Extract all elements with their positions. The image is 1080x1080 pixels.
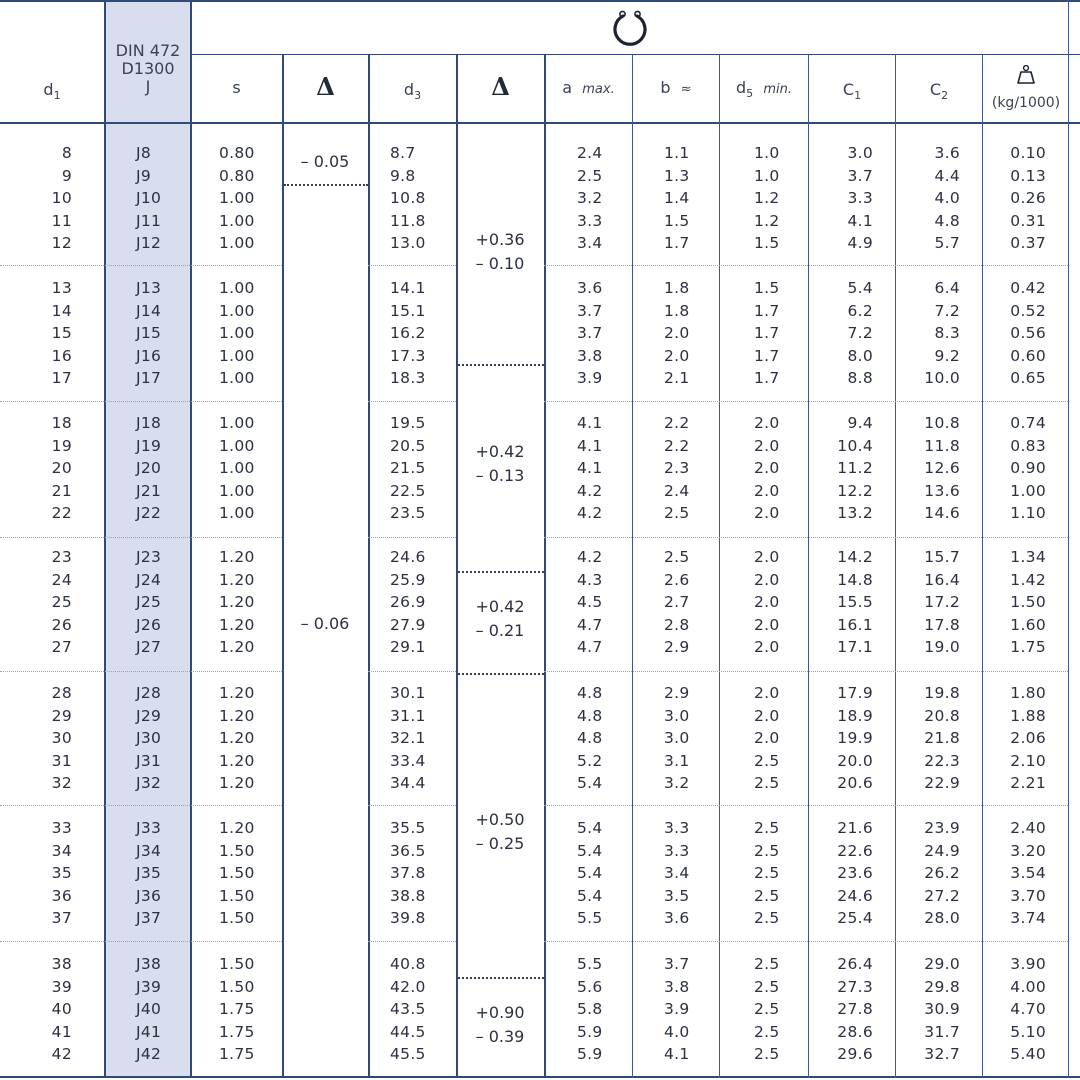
- code-values: J33 J34 J35 J36 J37: [136, 819, 162, 927]
- header-standard-line3: J: [145, 77, 151, 96]
- col-line-4: [368, 54, 370, 1078]
- bottom-border: [0, 1076, 1080, 1078]
- tol-s-1: – 0.05: [300, 152, 350, 171]
- s-values: 1.00 1.00 1.00 1.00 1.00: [219, 414, 255, 522]
- d5-values: 2.5 2.5 2.5 2.5 2.5: [754, 819, 780, 927]
- d1-values: 18 19 20 21 22: [51, 414, 72, 522]
- b-values: 3.7 3.8 3.9 4.0 4.1: [664, 955, 690, 1063]
- d5-values: 2.5 2.5 2.5 2.5 2.5: [754, 955, 780, 1063]
- d1-values: 33 34 35 36 37: [51, 819, 72, 927]
- code-values: J8 J9 J10 J11 J12: [136, 144, 162, 252]
- col-line-12: [1068, 0, 1069, 1078]
- header-c1: $C_1$: [842, 80, 862, 103]
- top-border: [0, 0, 1080, 2]
- group-sep-6c: [544, 941, 1068, 942]
- code-values: J13 J14 J15 J16 J17: [136, 279, 162, 387]
- group-sep-5c: [544, 805, 1068, 806]
- code-values: J18 J19 J20 J21 J22: [136, 414, 162, 522]
- d5-values: 2.0 2.0 2.0 2.5 2.5: [754, 684, 780, 792]
- weight-values: 1.34 1.42 1.50 1.60 1.75: [1010, 548, 1046, 656]
- weight-values: 0.74 0.83 0.90 1.00 1.10: [1010, 414, 1046, 522]
- d5-values: 1.0 1.0 1.2 1.2 1.5: [754, 144, 780, 252]
- tol-d3-sep-2: [458, 571, 544, 573]
- header-s: s: [232, 78, 241, 97]
- col-line-5: [456, 54, 458, 1078]
- group-sep-2c: [544, 401, 1068, 402]
- col-line-10: [895, 54, 896, 1078]
- col-line-7: [632, 54, 633, 1078]
- a-values: 3.6 3.7 3.7 3.8 3.9: [577, 279, 603, 387]
- tol-d3-1: +0.36 – 0.10: [475, 230, 525, 273]
- s-values: 1.20 1.50 1.50 1.50 1.50: [219, 819, 255, 927]
- group-sep-5a: [0, 805, 282, 806]
- d5-values: 2.0 2.0 2.0 2.0 2.0: [754, 548, 780, 656]
- d1-values: 13 14 15 16 17: [51, 279, 72, 387]
- c1-values: 14.2 14.8 15.5 16.1 17.1: [837, 548, 873, 656]
- group-sep-3a: [0, 537, 282, 538]
- header-weight-unit: (kg/1000): [991, 95, 1061, 111]
- header-c2: $C_2$: [929, 80, 949, 103]
- col-line-9: [808, 54, 809, 1078]
- c2-values: 3.6 4.4 4.0 4.8 5.7: [934, 144, 960, 252]
- header-delta-s: Δ: [316, 72, 335, 101]
- col-line-2: [190, 0, 192, 1078]
- b-values: 1.1 1.3 1.4 1.5 1.7: [664, 144, 690, 252]
- c1-values: 3.0 3.7 3.3 4.1 4.9: [847, 144, 873, 252]
- group-sep-2a: [0, 401, 282, 402]
- a-values: 4.1 4.1 4.1 4.2 4.2: [577, 414, 603, 522]
- s-values: 1.00 1.00 1.00 1.00 1.00: [219, 279, 255, 387]
- tol-d3-sep-4: [458, 977, 544, 979]
- d3-values: 24.6 25.9 26.9 27.9 29.1: [390, 548, 426, 656]
- group-sep-6b: [368, 941, 456, 942]
- weight-values: 2.40 3.20 3.54 3.70 3.74: [1010, 819, 1046, 927]
- c1-values: 5.4 6.2 7.2 8.0 8.8: [847, 279, 873, 387]
- weight-values: 1.80 1.88 2.06 2.10 2.21: [1010, 684, 1046, 792]
- d5-values: 2.0 2.0 2.0 2.0 2.0: [754, 414, 780, 522]
- group-sep-2b: [368, 401, 456, 402]
- group-sep-3c: [544, 537, 1068, 538]
- d3-values: 35.5 36.5 37.8 38.8 39.8: [390, 819, 426, 927]
- c1-values: 9.4 10.4 11.2 12.2 13.2: [837, 414, 873, 522]
- col-line-8: [719, 54, 720, 1078]
- d1-values: 23 24 25 26 27: [51, 548, 72, 656]
- d3-values: 19.5 20.5 21.5 22.5 23.5: [390, 414, 426, 522]
- code-values: J38 J39 J40 J41 J42: [136, 955, 162, 1063]
- weight-values: 3.90 4.00 4.70 5.10 5.40: [1010, 955, 1046, 1063]
- header-d3: $d_3$: [403, 80, 422, 103]
- header-a: a max.: [562, 78, 615, 97]
- col-line-11: [982, 54, 983, 1078]
- d5-values: 1.5 1.7 1.7 1.7 1.7: [754, 279, 780, 387]
- group-sep-1c: [544, 265, 1068, 266]
- tol-d3-3: +0.42 – 0.21: [475, 597, 525, 640]
- header-d5: $d_5$ min.: [736, 78, 792, 101]
- c2-values: 6.4 7.2 8.3 9.2 10.0: [924, 279, 960, 387]
- col-line-6: [544, 54, 546, 1078]
- header-b: b ≈: [660, 78, 692, 97]
- d3-values: 8.7 9.8 10.8 11.8 13.0: [390, 144, 426, 252]
- code-values: J28 J29 J30 J31 J32: [136, 684, 162, 792]
- d3-values: 30.1 31.1 32.1 33.4 34.4: [390, 684, 426, 792]
- a-values: 5.5 5.6 5.8 5.9 5.9: [577, 955, 603, 1063]
- c2-values: 29.0 29.8 30.9 31.7 32.7: [924, 955, 960, 1063]
- a-values: 4.2 4.3 4.5 4.7 4.7: [577, 548, 603, 656]
- tol-s-2: – 0.06: [300, 614, 350, 633]
- group-sep-6a: [0, 941, 282, 942]
- header-divider: [191, 54, 1080, 55]
- group-sep-4b: [368, 671, 456, 672]
- circlip-ring-icon: [611, 8, 649, 46]
- header-standard-line1: DIN 472: [115, 41, 181, 60]
- weight-values: 0.10 0.13 0.26 0.31 0.37: [1010, 144, 1046, 252]
- d3-values: 40.8 42.0 43.5 44.5 45.5: [390, 955, 426, 1063]
- a-values: 5.4 5.4 5.4 5.4 5.5: [577, 819, 603, 927]
- b-values: 2.9 3.0 3.0 3.1 3.2: [664, 684, 690, 792]
- group-sep-4a: [0, 671, 282, 672]
- s-values: 0.80 0.80 1.00 1.00 1.00: [219, 144, 255, 252]
- group-sep-1b: [368, 265, 456, 266]
- d1-values: 28 29 30 31 32: [51, 684, 72, 792]
- group-sep-3b: [368, 537, 456, 538]
- code-values: J23 J24 J25 J26 J27: [136, 548, 162, 656]
- s-values: 1.20 1.20 1.20 1.20 1.20: [219, 548, 255, 656]
- group-sep-4c: [544, 671, 1068, 672]
- s-values: 1.20 1.20 1.20 1.20 1.20: [219, 684, 255, 792]
- weight-values: 0.42 0.52 0.56 0.60 0.65: [1010, 279, 1046, 387]
- c2-values: 19.8 20.8 21.8 22.3 22.9: [924, 684, 960, 792]
- a-values: 4.8 4.8 4.8 5.2 5.4: [577, 684, 603, 792]
- header-bottom-line: [0, 122, 1080, 124]
- d1-values: 8 9 10 11 12: [51, 144, 72, 252]
- tol-d3-4: +0.50 – 0.25: [475, 810, 525, 853]
- header-delta-d3: Δ: [491, 72, 510, 101]
- b-values: 2.2 2.2 2.3 2.4 2.5: [664, 414, 690, 522]
- tol-s-sep: [284, 184, 368, 186]
- a-values: 2.4 2.5 3.2 3.3 3.4: [577, 144, 603, 252]
- d1-values: 38 39 40 41 42: [51, 955, 72, 1063]
- group-sep-5b: [368, 805, 456, 806]
- header-standard: [106, 42, 190, 96]
- c2-values: 23.9 24.9 26.2 27.2 28.0: [924, 819, 960, 927]
- col-line-3: [282, 54, 284, 1078]
- c1-values: 21.6 22.6 23.6 24.6 25.4: [837, 819, 873, 927]
- tol-d3-2: +0.42 – 0.13: [475, 442, 525, 485]
- group-sep-1a: [0, 265, 282, 266]
- c1-values: 26.4 27.3 27.8 28.6 29.6: [837, 955, 873, 1063]
- c2-values: 10.8 11.8 12.6 13.6 14.6: [924, 414, 960, 522]
- d3-values: 14.1 15.1 16.2 17.3 18.3: [390, 279, 426, 387]
- weight-icon: [1015, 64, 1037, 86]
- c2-values: 15.7 16.4 17.2 17.8 19.0: [924, 548, 960, 656]
- header-d1: $d_1$: [43, 80, 61, 103]
- header-standard-line2: D1300: [121, 59, 175, 78]
- b-values: 1.8 1.8 2.0 2.0 2.1: [664, 279, 690, 387]
- c1-values: 17.9 18.9 19.9 20.0 20.6: [837, 684, 873, 792]
- s-values: 1.50 1.50 1.75 1.75 1.75: [219, 955, 255, 1063]
- tol-d3-sep-1: [458, 364, 544, 366]
- col-line-1: [104, 0, 106, 1078]
- tol-d3-sep-3: [458, 673, 544, 675]
- b-values: 3.3 3.3 3.4 3.5 3.6: [664, 819, 690, 927]
- b-values: 2.5 2.6 2.7 2.8 2.9: [664, 548, 690, 656]
- tol-d3-5: +0.90 – 0.39: [475, 1003, 525, 1046]
